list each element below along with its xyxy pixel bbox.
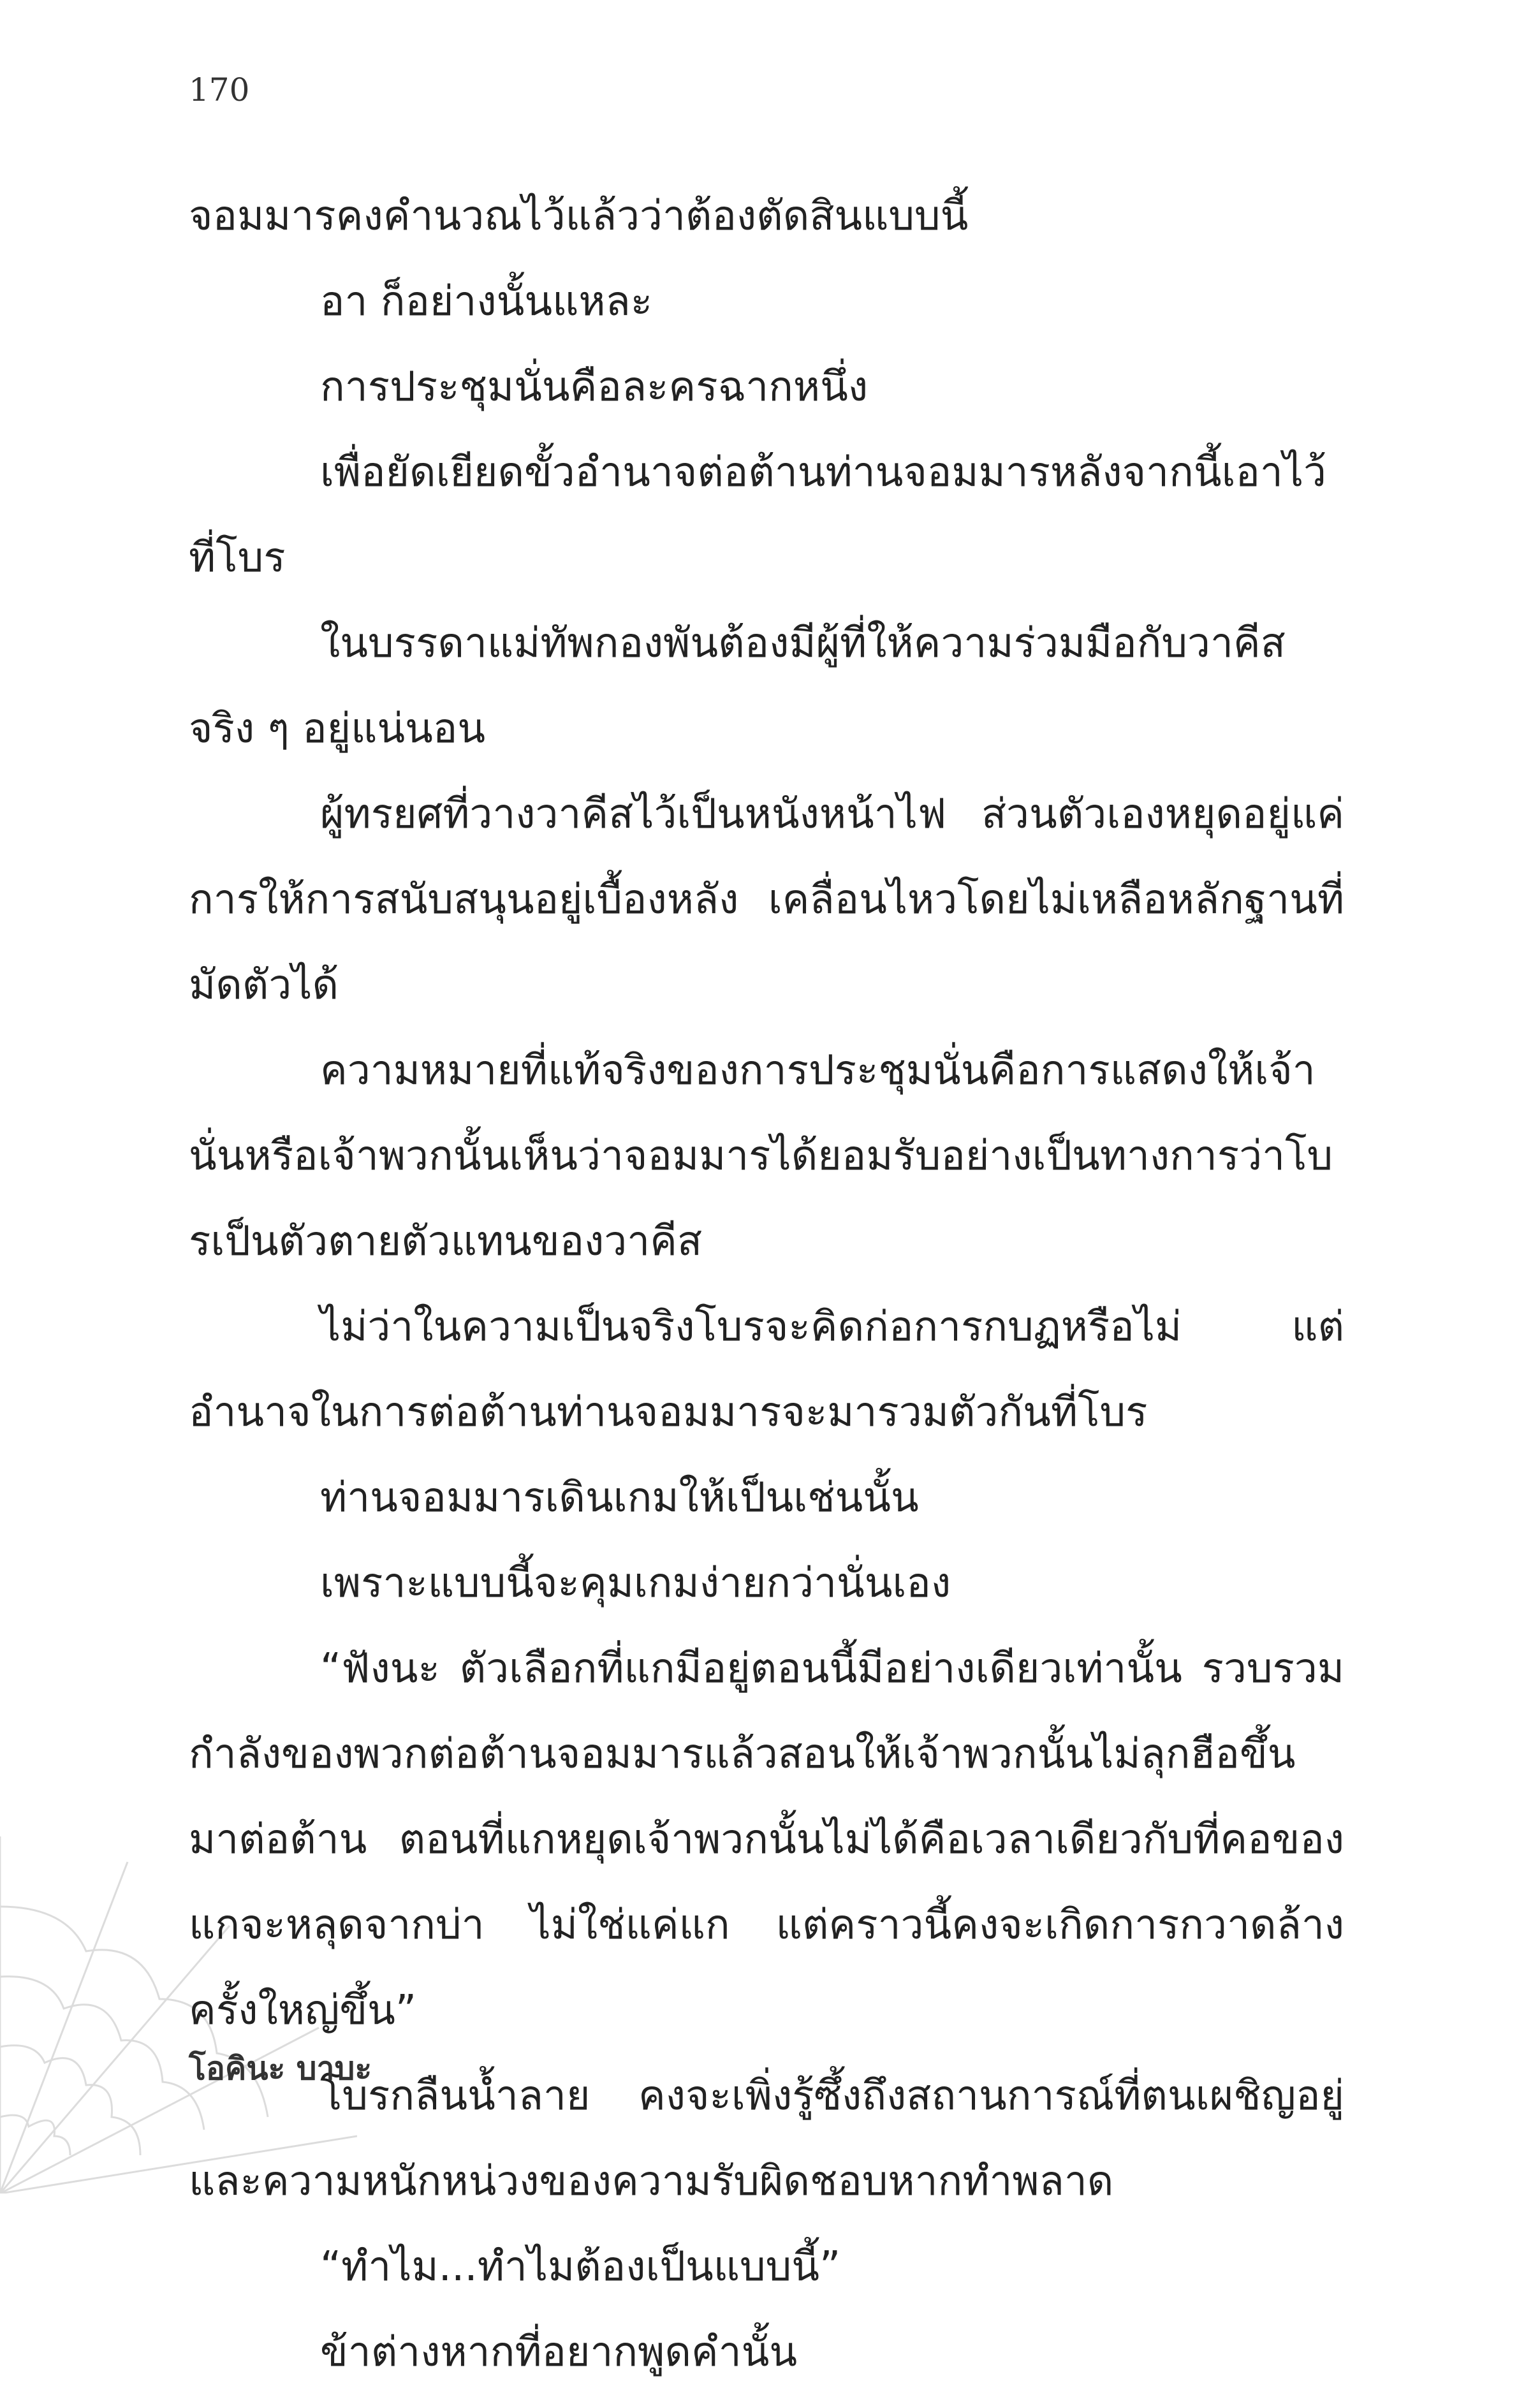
paragraph: อา ก็อย่างนั้นแหละ: [320, 278, 653, 325]
paragraph: ท่านจอมมารเดินเกมให้เป็นเช่นนั้น: [320, 1474, 919, 1521]
paragraph: โบรกลืนน้ำลาย คงจะเพิ่งรู้ซึ้งถึงสถานการณ์ที่ตนเผชิญอยู่และความหนักหน่วงของความรับผิดชอบหากทำพลาด: [189, 2072, 1344, 2205]
paragraph: ข้าต่างหากที่อยากพูดคำนั้น: [320, 2329, 798, 2376]
paragraph: ผู้ทรยศที่วางวาคีสไว้เป็นหนังหน้าไฟ ส่วนตัวเองหยุดอยู่แค่การให้การสนับสนุนอยู่เบื้องหลัง เคลื่อนไหวโดยไม่เหลือหลักฐานที่มัดตัวได้: [189, 791, 1344, 1009]
paragraph: ความหมายที่แท้จริงของการประชุมนั่นคือการแสดงให้เจ้านั่นหรือเจ้าพวกนั้นเห็นว่าจอมมารได้ยอมรับอย่างเป็นทางการว่าโบรเป็นตัวตายตัวแทนของวาคีส: [189, 1047, 1333, 1265]
paragraph: การประชุมนั่นคือละครฉากหนึ่ง: [320, 363, 869, 411]
page-number: 170: [189, 71, 250, 108]
paragraph: จอมมารคงคำนวณไว้แล้วว่าต้องตัดสินแบบนี้: [189, 193, 969, 240]
paragraph: “ทำไม...ทำไมต้องเป็นแบบนี้”: [320, 2243, 841, 2290]
author-footer: โอคินะ บาบะ: [189, 2050, 372, 2087]
paragraph: เพราะแบบนี้จะคุมเกมง่ายกว่านั่นเอง: [320, 1560, 951, 1607]
paragraph: “ฟังนะ ตัวเลือกที่แกมีอยู่ตอนนี้มีอย่างเดียวเท่านั้น รวบรวมกำลังของพวกต่อต้านจอมมารแล้วสอนให้เจ้าพวกนั้นไม่ลุกฮือขึ้นมาต่อต้าน ตอนที่แกหยุดเจ้าพวกนั้นไม่ได้คือเวลาเดียวกับที่คอของแกจะหลุดจากบ่า ไม่ใช่แค่แก แต่คราวนี้คงจะเกิดการกวาดล้างครั้งใหญ่ขึ้น”: [189, 1645, 1344, 2034]
paragraph: ในบรรดาแม่ทัพกองพันต้องมีผู้ที่ให้ความร่วมมือกับวาคีสจริง ๆ อยู่แน่นอน: [189, 620, 1286, 752]
paragraph: เพื่อยัดเยียดขั้วอำนาจต่อต้านท่านจอมมารหลังจากนี้เอาไว้ที่โบร: [189, 449, 1326, 582]
paragraph: ไม่ว่าในความเป็นจริงโบรจะคิดก่อการกบฏหรือไม่ แต่อำนาจในการต่อต้านท่านจอมมารจะมารวมตัวกันที่โบร: [189, 1303, 1344, 1436]
